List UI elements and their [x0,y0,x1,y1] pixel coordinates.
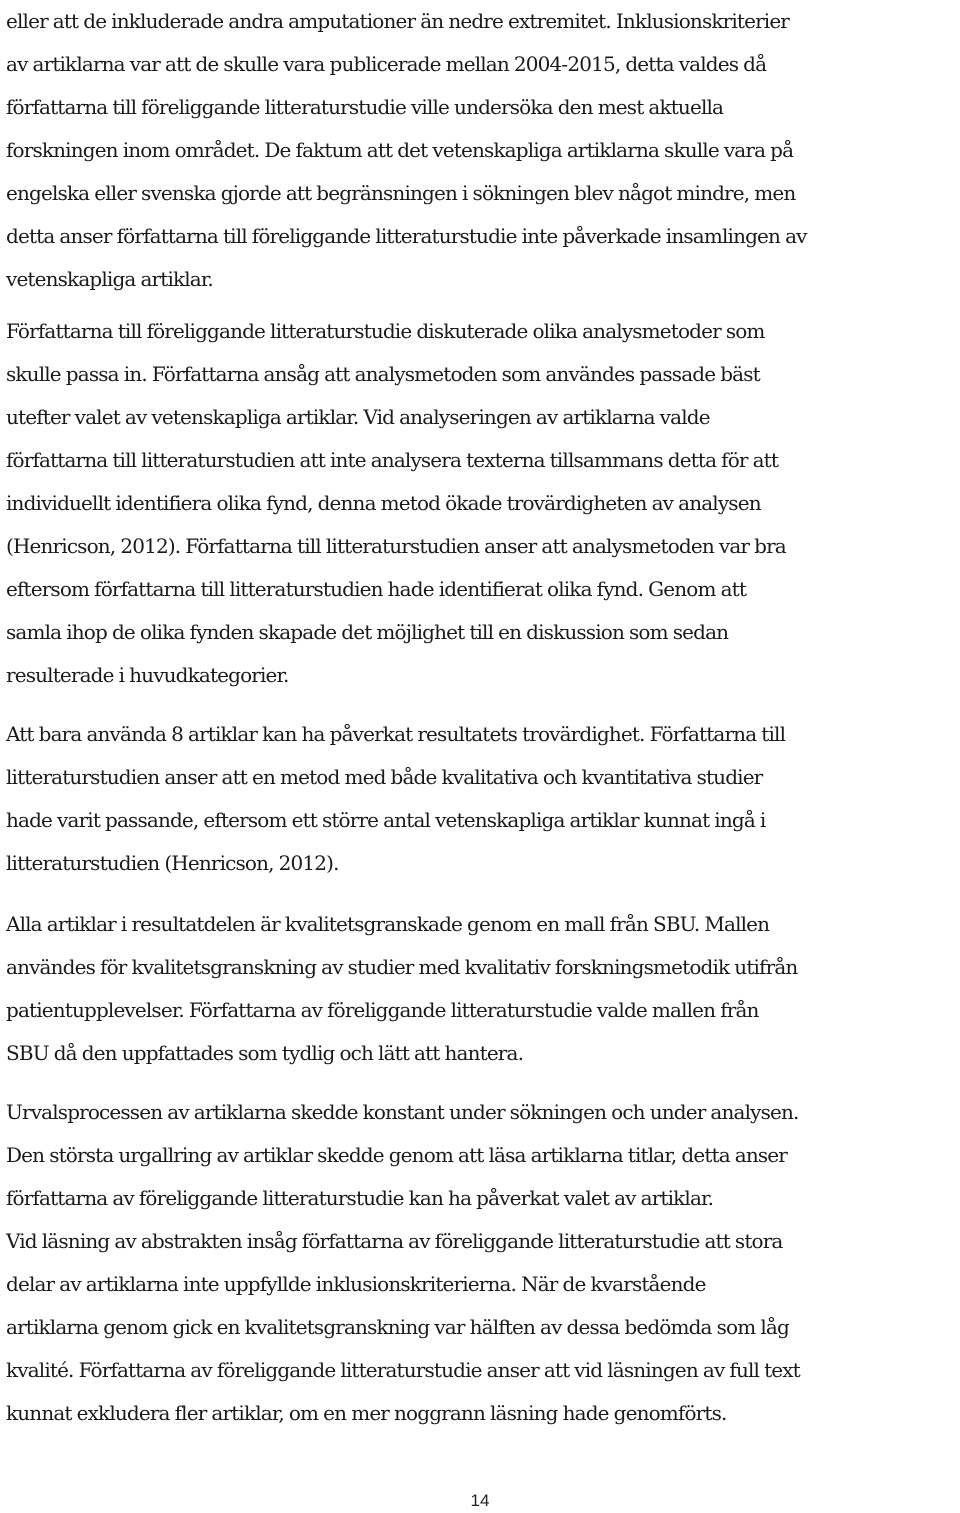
text-line: delar av artiklarna inte uppfyllde inklusionskriterierna. När de kvarstående [6,1272,706,1296]
text-line: författarna av föreliggande litteraturstudie kan ha påverkat valet av artiklar. [6,1186,714,1210]
text-line: av artiklarna var att de skulle vara publicerade mellan 2004-2015, detta valdes då [6,52,767,76]
page-number: 14 [470,1491,490,1510]
text-line: Urvalsprocessen av artiklarna skedde konstant under sökningen och under analysen. [6,1100,799,1124]
text-line: litteraturstudien anser att en metod med både kvalitativa och kvantitativa studier [6,765,763,789]
text-line: författarna till litteraturstudien att inte analysera texterna tillsammans detta för att [6,448,779,472]
text-line: forskningen inom området. De faktum att det vetenskapliga artiklarna skulle vara på [6,138,794,162]
text-line: engelska eller svenska gjorde att begränsningen i sökningen blev något mindre, men [6,181,796,205]
text-line: eftersom författarna till litteraturstudien hade identifierat olika fynd. Genom att [6,577,747,601]
text-line: litteraturstudien (Henricson, 2012). [6,851,339,875]
text-line: SBU då den uppfattades som tydlig och lätt att hantera. [6,1041,524,1065]
paragraph-1 [6,0,958,301]
text-line: Vid läsning av abstrakten insåg författarna av föreliggande litteraturstudie att stora [6,1229,783,1253]
text-line: eller att de inkluderade andra amputationer än nedre extremitet. Inklusionskriterier [6,9,790,33]
text-line: resulterade i huvudkategorier. [6,663,289,687]
text-line: individuellt identifiera olika fynd, denna metod ökade trovärdigheten av analysen [6,491,761,515]
text-line: Alla artiklar i resultatdelen är kvalitetsgranskade genom en mall från SBU. Mallen [6,912,770,936]
text-line: användes för kvalitetsgranskning av studier med kvalitativ forskningsmetodik utifrån [6,955,798,979]
text-line: utefter valet av vetenskapliga artiklar. Vid analyseringen av artiklarna valde [6,405,710,429]
text-line: detta anser författarna till föreliggande litteraturstudie inte påverkade insamlingen av [6,224,807,248]
text-line: hade varit passande, eftersom ett större antal vetenskapliga artiklar kunnat ingå i [6,808,766,832]
text-line: artiklarna genom gick en kvalitetsgranskning var hälften av dessa bedömda som låg [6,1315,789,1339]
text-line: Författarna till föreliggande litteraturstudie diskuterade olika analysmetoder som [6,319,765,343]
text-line: patientupplevelser. Författarna av föreliggande litteraturstudie valde mallen från [6,998,759,1022]
text-line: samla ihop de olika fynden skapade det möjlighet till en diskussion som sedan [6,620,729,644]
text-line: Att bara använda 8 artiklar kan ha påverkat resultatets trovärdighet. Författarna till [6,722,786,746]
text-line: vetenskapliga artiklar. [6,267,213,291]
paragraph-3 [6,713,958,885]
text-line: Den största urgallring av artiklar skedde genom att läsa artiklarna titlar, detta anser [6,1143,787,1167]
text-line: kvalité. Författarna av föreliggande litteraturstudie anser att vid läsningen av full text [6,1358,800,1382]
text-line: författarna till föreliggande litteraturstudie ville undersöka den mest aktuella [6,95,724,119]
paragraph-5 [6,1091,958,1435]
paragraph-4 [6,903,958,1075]
text-line: skulle passa in. Författarna ansåg att analysmetoden som användes passade bäst [6,362,760,386]
text-line: (Henricson, 2012). Författarna till litteraturstudien anser att analysmetoden var bra [6,534,786,558]
text-line: kunnat exkludera fler artiklar, om en mer noggrann läsning hade genomförts. [6,1401,727,1425]
paragraph-2 [6,310,958,697]
